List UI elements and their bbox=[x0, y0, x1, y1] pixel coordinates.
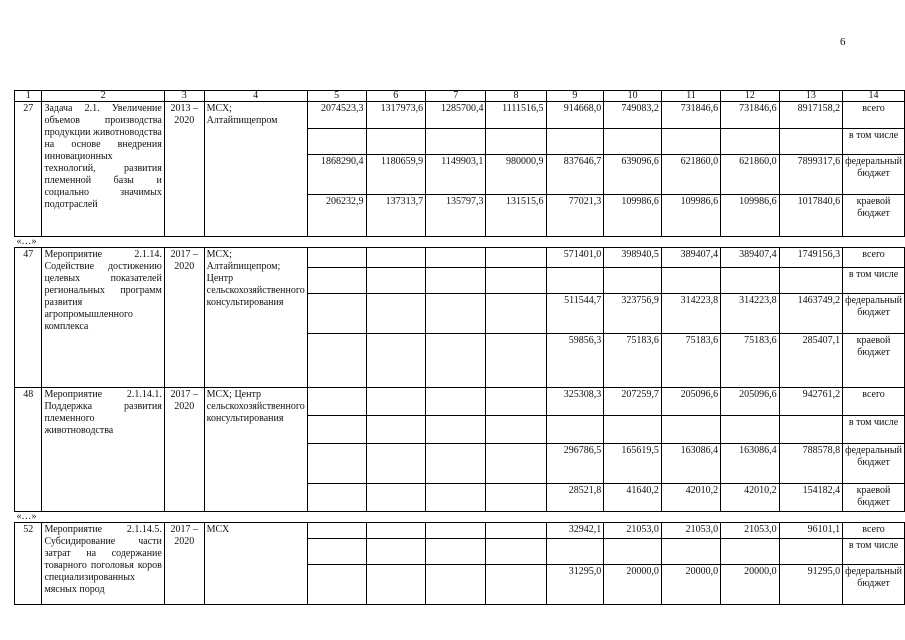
value-cell: 21053,0 bbox=[604, 523, 662, 539]
row-number: 47 bbox=[15, 248, 42, 388]
source-cell: всего bbox=[843, 102, 905, 129]
value-cell: 41640,2 bbox=[604, 484, 662, 512]
value-cell: 207259,7 bbox=[604, 388, 662, 416]
period: 2017 – 2020 bbox=[164, 388, 204, 512]
value-cell: 511544,7 bbox=[546, 294, 604, 334]
header-cell: 8 bbox=[486, 91, 546, 102]
value-cell: 914668,0 bbox=[546, 102, 604, 129]
value-cell: 109986,6 bbox=[661, 195, 720, 237]
value-cell: 20000,0 bbox=[604, 565, 662, 605]
value-cell: 1285700,4 bbox=[426, 102, 486, 129]
value-cell: 571401,0 bbox=[546, 248, 604, 268]
period: 2017 – 2020 bbox=[164, 248, 204, 388]
value-cell: 1149903,1 bbox=[426, 155, 486, 195]
ellipsis-mark: «…» bbox=[15, 237, 905, 248]
value-cell: 8917158,2 bbox=[779, 102, 842, 129]
period: 2017 – 2020 bbox=[164, 523, 204, 605]
value-cell: 788578,8 bbox=[779, 444, 842, 484]
row-number: 52 bbox=[15, 523, 42, 605]
value-cell: 28521,8 bbox=[546, 484, 604, 512]
value-cell: 1463749,2 bbox=[779, 294, 842, 334]
value-cell: 21053,0 bbox=[661, 523, 720, 539]
value-cell: 137313,7 bbox=[366, 195, 426, 237]
value-cell: 1749156,3 bbox=[779, 248, 842, 268]
header-row bbox=[15, 91, 905, 102]
value-cell: 32942,1 bbox=[546, 523, 604, 539]
value-cell: 389407,4 bbox=[721, 248, 779, 268]
source-cell: в том числе bbox=[843, 416, 905, 444]
table-row bbox=[15, 388, 905, 416]
source-cell: федеральный бюджет bbox=[843, 294, 905, 334]
value-cell: 389407,4 bbox=[661, 248, 720, 268]
value-cell: 77021,3 bbox=[546, 195, 604, 237]
measure-name: Мероприятие 2.1.14. Содействие достижению целевых показателей региональных программ развития агропромышленного комплекса bbox=[42, 248, 164, 388]
ellipsis-mark: «…» bbox=[15, 512, 905, 523]
executor: МСХ; Алтайпищепром bbox=[204, 102, 307, 237]
source-cell: всего bbox=[843, 248, 905, 268]
measure-name: Задача 2.1. Увеличение объемов производства продукции животноводства на основе внедрения инновационных технологий, развития племенной базы и социально значимых подотраслей bbox=[42, 102, 164, 237]
value-cell: 20000,0 bbox=[721, 565, 779, 605]
source-cell: всего bbox=[843, 388, 905, 416]
header-cell: 4 bbox=[204, 91, 307, 102]
value-cell: 731846,6 bbox=[661, 102, 720, 129]
header-cell: 13 bbox=[779, 91, 842, 102]
budget-table bbox=[14, 90, 905, 605]
header-cell: 5 bbox=[307, 91, 366, 102]
header-cell: 6 bbox=[366, 91, 426, 102]
value-cell: 91295,0 bbox=[779, 565, 842, 605]
value-cell: 21053,0 bbox=[721, 523, 779, 539]
ellipsis-row bbox=[15, 237, 905, 248]
value-cell: 1317973,6 bbox=[366, 102, 426, 129]
source-cell: федеральный бюджет bbox=[843, 444, 905, 484]
value-cell: 1868290,4 bbox=[307, 155, 366, 195]
value-cell: 205096,6 bbox=[721, 388, 779, 416]
value-cell: 2074523,3 bbox=[307, 102, 366, 129]
value-cell: 837646,7 bbox=[546, 155, 604, 195]
value-cell: 980000,9 bbox=[486, 155, 546, 195]
header-cell: 9 bbox=[546, 91, 604, 102]
value-cell: 165619,5 bbox=[604, 444, 662, 484]
ellipsis-row bbox=[15, 512, 905, 523]
header-cell: 11 bbox=[661, 91, 720, 102]
header-cell: 10 bbox=[604, 91, 662, 102]
value-cell: 135797,3 bbox=[426, 195, 486, 237]
header-cell: 1 bbox=[15, 91, 42, 102]
value-cell: 323756,9 bbox=[604, 294, 662, 334]
source-cell: в том числе bbox=[843, 268, 905, 294]
row-number: 27 bbox=[15, 102, 42, 237]
header-cell: 14 bbox=[843, 91, 905, 102]
source-cell: федеральный бюджет bbox=[843, 155, 905, 195]
value-cell: 20000,0 bbox=[661, 565, 720, 605]
value-cell: 163086,4 bbox=[721, 444, 779, 484]
value-cell: 205096,6 bbox=[661, 388, 720, 416]
value-cell: 314223,8 bbox=[721, 294, 779, 334]
value-cell: 75183,6 bbox=[661, 334, 720, 388]
value-cell: 42010,2 bbox=[661, 484, 720, 512]
executor: МСХ; Центр сельскохозяйственного консультирования bbox=[204, 388, 307, 512]
value-cell: 96101,1 bbox=[779, 523, 842, 539]
value-cell: 1017840,6 bbox=[779, 195, 842, 237]
table-row bbox=[15, 523, 905, 539]
table-row bbox=[15, 102, 905, 129]
value-cell: 1111516,5 bbox=[486, 102, 546, 129]
value-cell: 314223,8 bbox=[661, 294, 720, 334]
value-cell: 163086,4 bbox=[661, 444, 720, 484]
value-cell: 42010,2 bbox=[721, 484, 779, 512]
source-cell: всего bbox=[843, 523, 905, 539]
value-cell: 621860,0 bbox=[721, 155, 779, 195]
table-row bbox=[15, 248, 905, 268]
header-cell: 12 bbox=[721, 91, 779, 102]
source-cell: краевой бюджет bbox=[843, 334, 905, 388]
value-cell: 325308,3 bbox=[546, 388, 604, 416]
value-cell: 1180659,9 bbox=[366, 155, 426, 195]
value-cell: 109986,6 bbox=[604, 195, 662, 237]
value-cell: 398940,5 bbox=[604, 248, 662, 268]
value-cell: 731846,6 bbox=[721, 102, 779, 129]
source-cell: краевой бюджет bbox=[843, 195, 905, 237]
executor: МСХ bbox=[204, 523, 307, 605]
value-cell: 75183,6 bbox=[721, 334, 779, 388]
source-cell: в том числе bbox=[843, 129, 905, 155]
page-number: 6 bbox=[840, 36, 846, 48]
source-cell: федеральный бюджет bbox=[843, 565, 905, 605]
header-cell: 7 bbox=[426, 91, 486, 102]
source-cell: краевой бюджет bbox=[843, 484, 905, 512]
value-cell: 942761,2 bbox=[779, 388, 842, 416]
value-cell: 75183,6 bbox=[604, 334, 662, 388]
value-cell: 639096,6 bbox=[604, 155, 662, 195]
value-cell: 59856,3 bbox=[546, 334, 604, 388]
value-cell: 206232,9 bbox=[307, 195, 366, 237]
value-cell: 31295,0 bbox=[546, 565, 604, 605]
value-cell: 7899317,6 bbox=[779, 155, 842, 195]
value-cell: 131515,6 bbox=[486, 195, 546, 237]
period: 2013 – 2020 bbox=[164, 102, 204, 237]
header-cell: 2 bbox=[42, 91, 164, 102]
value-cell: 749083,2 bbox=[604, 102, 662, 129]
value-cell: 285407,1 bbox=[779, 334, 842, 388]
row-number: 48 bbox=[15, 388, 42, 512]
measure-name: Мероприятие 2.1.14.5. Субсидирование части затрат на содержание товарного поголовья коров специализированных мясных пород bbox=[42, 523, 164, 605]
header-cell: 3 bbox=[164, 91, 204, 102]
measure-name: Мероприятие 2.1.14.1. Поддержка развития племенного животноводства bbox=[42, 388, 164, 512]
value-cell: 109986,6 bbox=[721, 195, 779, 237]
executor: МСХ; Алтайпищепром; Центр сельскохозяйственного консультирования bbox=[204, 248, 307, 388]
value-cell: 296786,5 bbox=[546, 444, 604, 484]
value-cell: 621860,0 bbox=[661, 155, 720, 195]
value-cell: 154182,4 bbox=[779, 484, 842, 512]
source-cell: в том числе bbox=[843, 539, 905, 565]
